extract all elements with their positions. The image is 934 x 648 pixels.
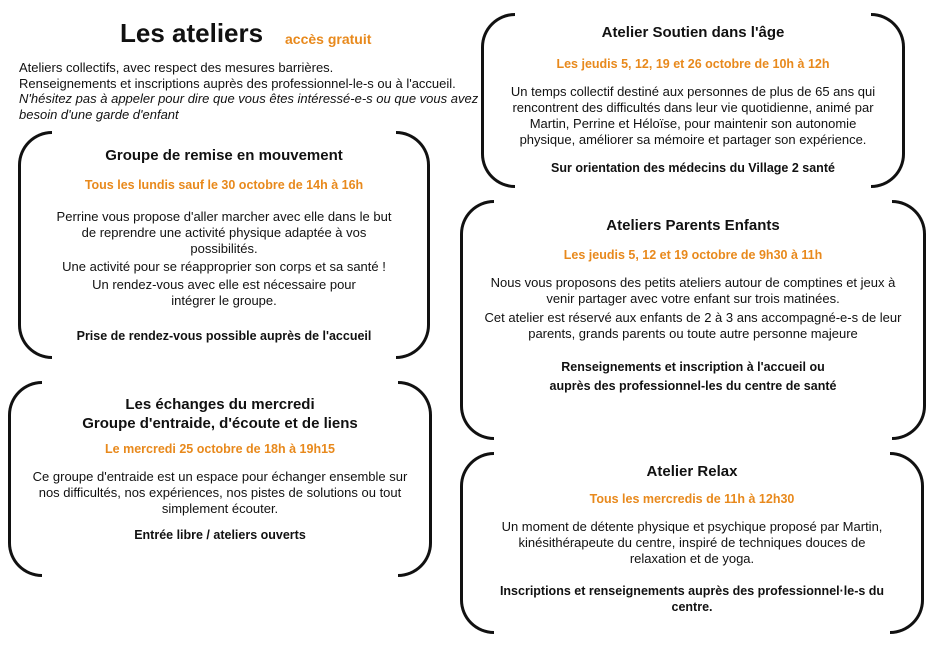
- card-text: Un temps collectif destiné aux personnes de plus de 65 ans qui rencontrent des difficultés dans leur vie quotidienne, animé par Martin, Perrine et Héloïse, pour maintenir son autonomie physique, améliorer sa mémoire et partager son expérience.: [510, 84, 876, 147]
- card-relax: [460, 452, 924, 634]
- card-title: Atelier Soutien dans l'âge: [601, 24, 785, 41]
- card-date: Les jeudis 5, 12, 19 et 26 octobre de 10h à 12h: [556, 57, 830, 71]
- card-title: Groupe de remise en mouvement: [105, 147, 343, 164]
- intro-line: Renseignements et inscriptions auprès des professionnel-le-s ou à l'accueil.: [19, 75, 456, 91]
- card-footer: Prise de rendez-vous possible auprès de l'accueil: [76, 329, 372, 343]
- card-date: Tous les lundis sauf le 30 octobre de 14h à 16h: [84, 178, 364, 192]
- intro-note: N'hésitez pas à appeler pour dire que vous êtes intéressé-e-s ou que vous avez besoin d'une garde d'enfant: [19, 91, 479, 122]
- card-text: Une activité pour se réapproprier son corps et sa santé !: [62, 259, 386, 274]
- card-text: Ce groupe d'entraide est un espace pour échanger ensemble sur nos difficultés, nos expériences, nos pistes de solutions ou tout simplement écouter.: [32, 469, 408, 516]
- card-title: Atelier Relax: [646, 463, 738, 480]
- page-title: Les ateliers: [120, 18, 264, 48]
- intro-line: Ateliers collectifs, avec respect des mesures barrières.: [19, 60, 334, 75]
- card-parents-enfants: [460, 200, 926, 440]
- card-footer: Renseignements et inscription à l'accueil ou: [561, 360, 825, 374]
- card-date: Le mercredi 25 octobre de 18h à 19h15: [105, 442, 335, 456]
- card-subtitle: Groupe d'entraide, d'écoute et de liens: [82, 415, 358, 432]
- card-echanges-mercredi: [8, 381, 432, 577]
- card-footer: auprès des professionnel-les du centre de santé: [549, 379, 837, 393]
- card-footer: Inscriptions et renseignements auprès des professionnel·le-s du centre.: [499, 584, 885, 614]
- card-text: Cet atelier est réservé aux enfants de 2 à 3 ans accompagné-e-s de leur parents, grands parents ou toute autre personne majeure: [484, 310, 902, 341]
- card-text: Perrine vous propose d'aller marcher avec elle dans le but de reprendre une activité physique adaptée à vos possibilités.: [56, 209, 392, 256]
- card-date: Les jeudis 5, 12 et 19 octobre de 9h30 à 11h: [563, 248, 823, 262]
- card-text: Nous vous proposons des petits ateliers autour de comptines et jeux à venir partager avec votre enfant sur trois matinées.: [490, 275, 896, 306]
- card-date: Tous les mercredis de 11h à 12h30: [589, 492, 795, 506]
- card-remise-en-mouvement: [18, 131, 430, 359]
- card-footer: Entrée libre / ateliers ouverts: [134, 528, 306, 542]
- intro-text: [19, 60, 489, 122]
- card-footer: Sur orientation des médecins du Village 2 santé: [551, 161, 835, 175]
- card-text: Un moment de détente physique et psychique proposé par Martin, kinésithérapeute du centre, inspiré de techniques douces de relaxation et de yoga.: [501, 519, 883, 566]
- card-title: Les échanges du mercredi: [125, 396, 315, 413]
- card-text: Un rendez-vous avec elle est nécessaire pour intégrer le groupe.: [92, 277, 356, 308]
- free-access-badge: accès gratuit: [285, 31, 372, 47]
- card-soutien-age: [481, 13, 905, 188]
- card-title: Ateliers Parents Enfants: [606, 217, 780, 234]
